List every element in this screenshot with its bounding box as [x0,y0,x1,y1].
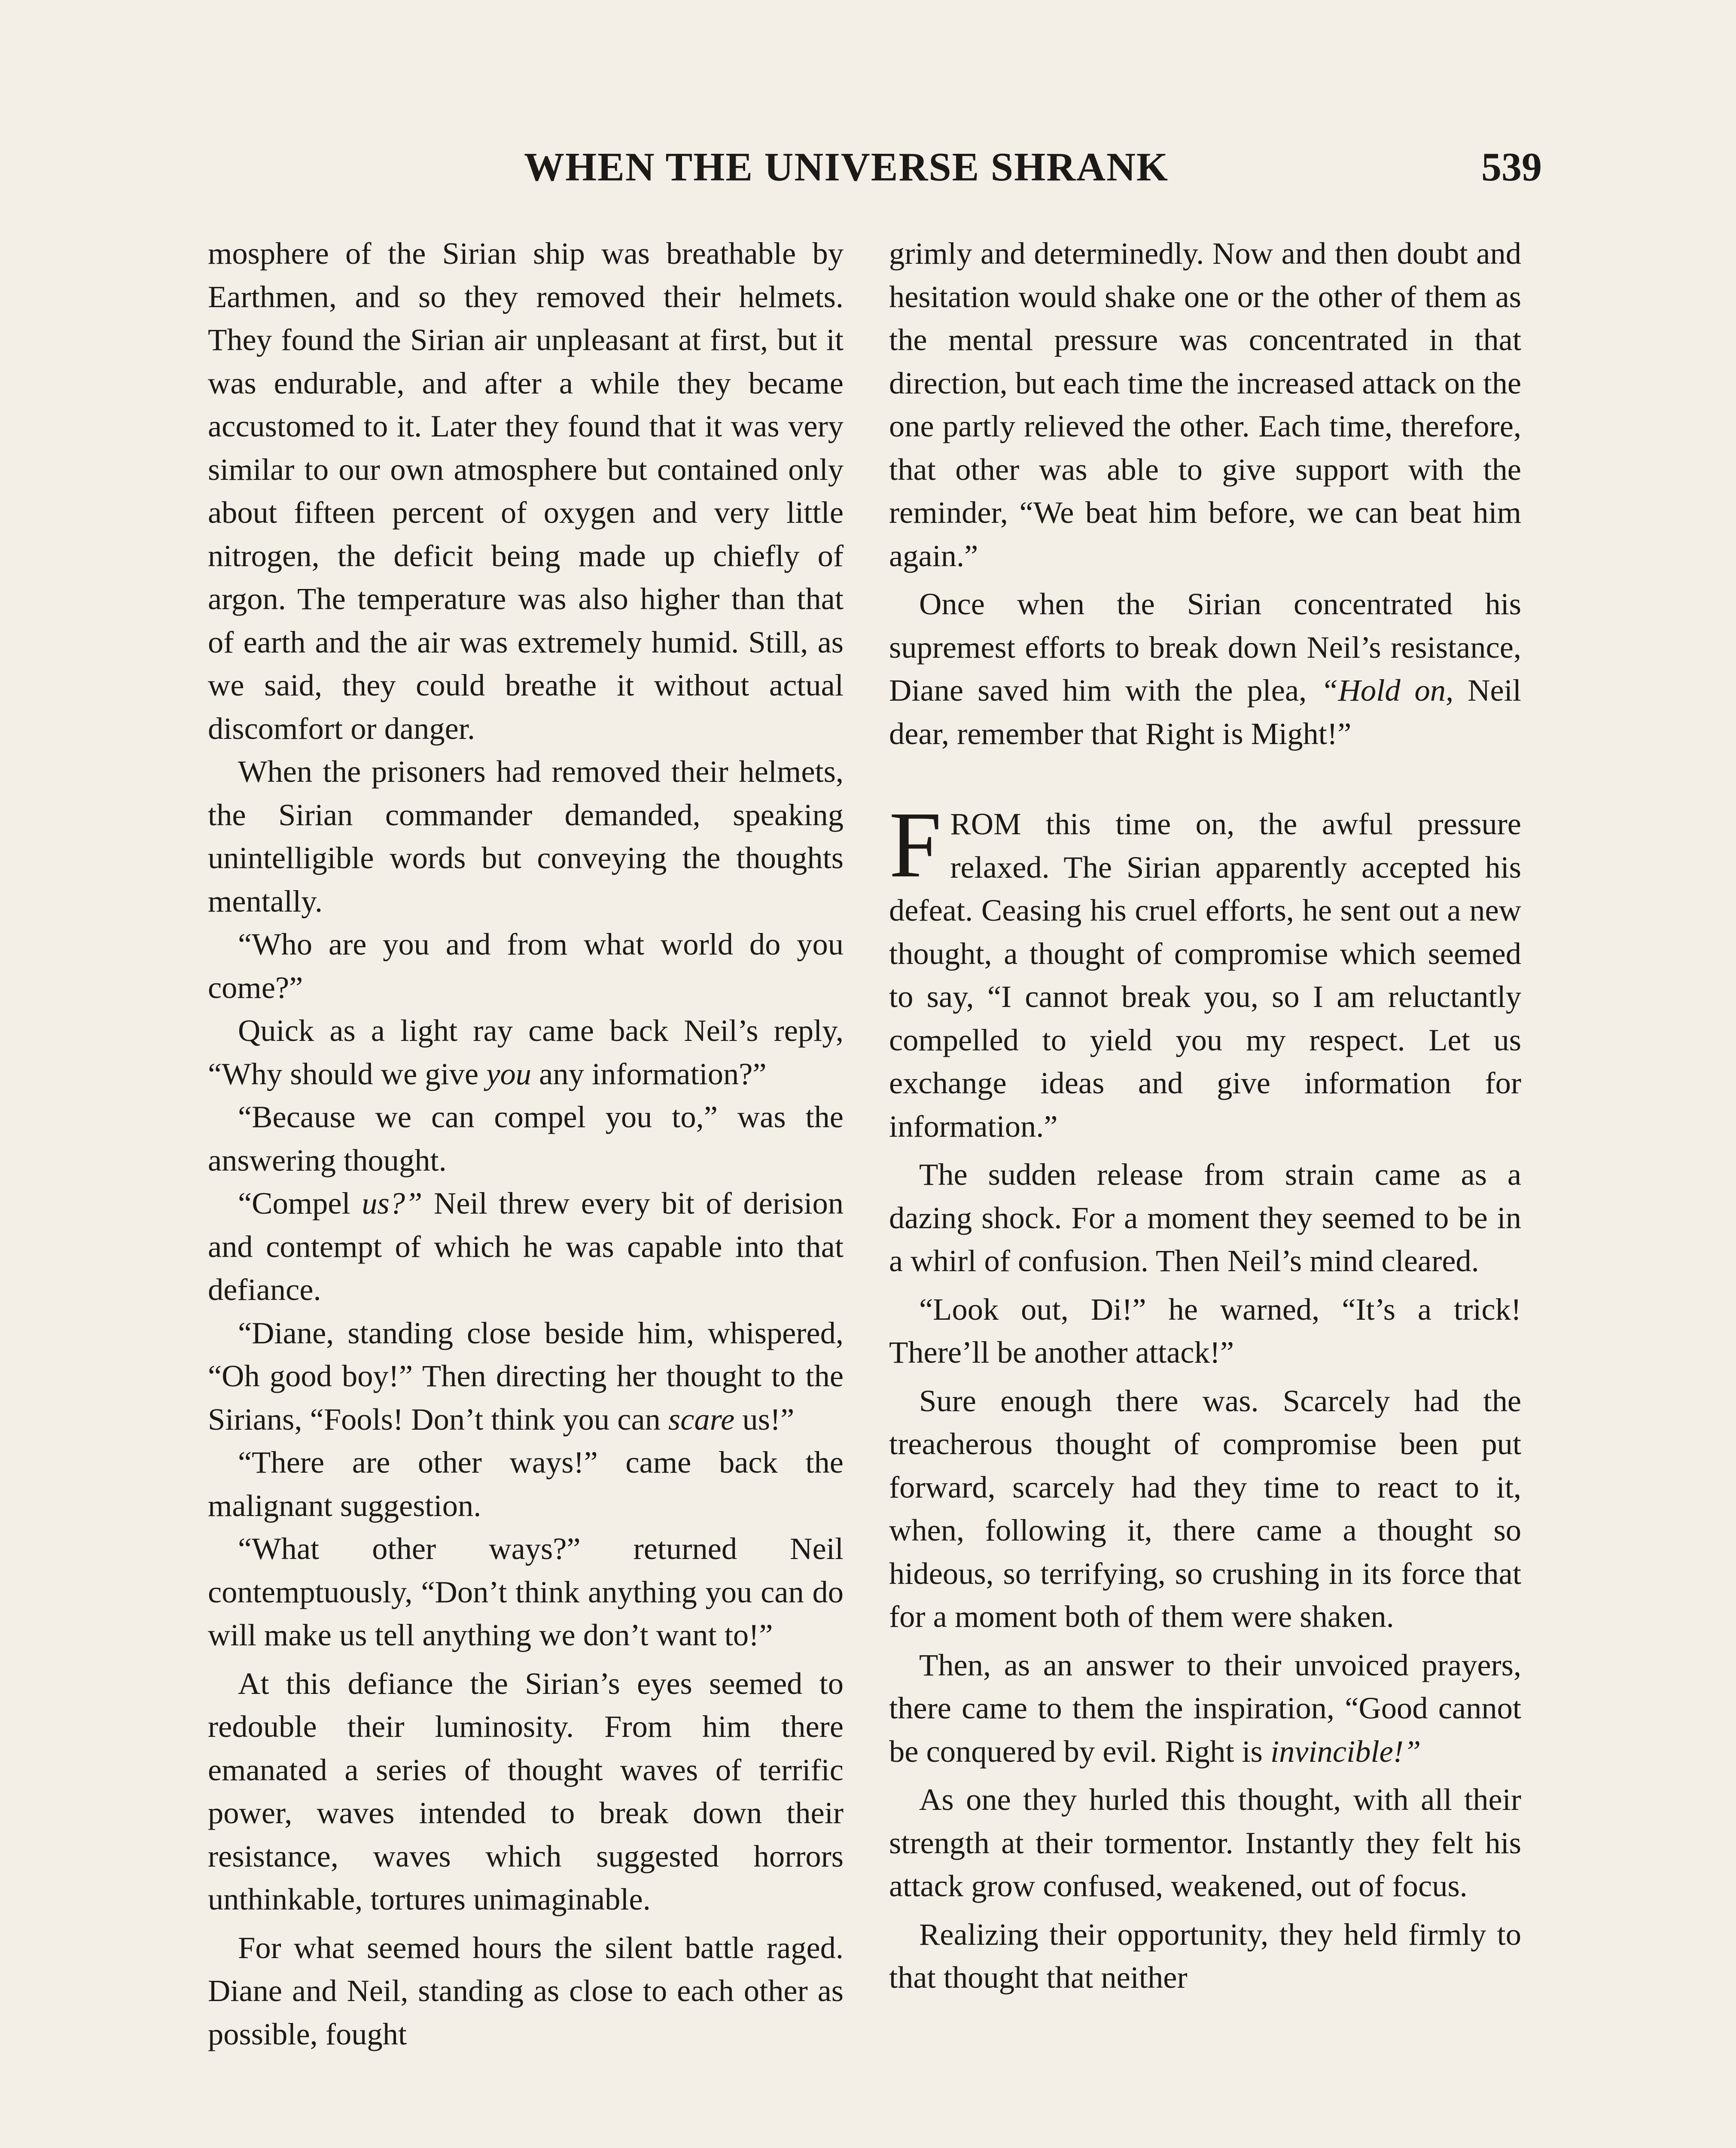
paragraph: As one they hurled this thought, with all their strength at their tormentor. Instantly they felt his attack grow confused, weakened, out of focus. [889,1782,1521,1903]
italic-text: invincible!” [1270,1733,1421,1769]
paragraph-text: Quick as a light ray came back Neil’s reply, “Why should we give [208,1013,844,1091]
paragraph: “Who are you and from what world do you come?” [208,927,844,1005]
paragraph: For what seemed hours the silent battle raged. Diane and Neil, standing as close to each other as possible, fought [208,1930,844,2051]
paragraph: “There are other ways!” came back the malignant suggestion. [208,1445,844,1523]
paragraph-text: Neil threw every bit of derision and contempt of which he was capable into that defiance. [208,1186,844,1307]
paragraph-text: Neil dear, remember that Right is Might!” [889,673,1521,751]
paragraph: mosphere of the Sirian ship was breathable by Earthmen, and so they removed their helmets. They found the Sirian air unpleasant at first, but it was endurable, and after a while they became accustomed to it. Later they found that it was very similar to our own atmosphere but contained only about fifteen percent of oxygen and very little nitrogen, the deficit being made up chiefly of argon. The temperature was also higher than that of earth and the air was extremely humid. Still, as we said, they could breathe it without actual discomfort or danger. [208,236,844,746]
italic-text: you [486,1056,532,1091]
page-header-title: WHEN THE UNIVERSE SHRANK [524,145,1169,189]
left-column [208,232,844,2056]
paragraph: The sudden release from strain came as a dazing shock. For a moment they seemed to be in a whirl of confusion. Then Neil’s mind cleared. [889,1157,1521,1278]
running-header [464,144,1542,200]
paragraph-text: ROM this time on, the awful pressure relaxed. The Sirian apparently accepted his defeat. Ceasing his cruel efforts, he sent out a new thought, a thought of compromise which seemed to say, “I cannot break you, so I am reluctantly compelled to yield you my respect. Let us exchange ideas and give information for information.” [889,806,1521,1144]
paragraph [889,1644,1521,1773]
right-column [889,232,1521,1999]
italic-text: us?” [362,1186,423,1220]
paragraph: “Because we can compel you to,” was the answering thought. [208,1099,844,1178]
paragraph [208,1182,844,1312]
paragraph: Sure enough there was. Scarcely had the treacherous thought of compromise been put forward, scarcely had they time to react to it, when, following it, there came a thought so hideous, so terrifying, so crushing in its force that for a moment both of them were shaken. [889,1383,1521,1634]
paragraph [208,1009,844,1095]
drop-cap: F [889,792,942,897]
paragraph-text: Once when the Sirian concentrated his supremest efforts to break down Neil’s resistance, Diane saved him with the plea, [889,586,1521,708]
italic-text: “Hold on, [1321,673,1454,708]
paragraph: Realizing their opportunity, they held firmly to that thought that neither [889,1916,1521,1995]
paragraph: “What other ways?” returned Neil contemptuously, “Don’t think anything you can do will make us tell anything we don’t want to!” [208,1531,844,1652]
page-number: 539 [1481,145,1542,189]
italic-text: scare [668,1401,735,1437]
paragraph [208,1312,844,1441]
paragraph: “Look out, Di!” he warned, “It’s a trick! There’ll be another attack!” [889,1291,1521,1370]
section-opening-paragraph [889,792,1521,1148]
paragraph-text: any information?” [531,1056,767,1091]
paragraph [889,583,1521,755]
paragraph: At this defiance the Sirian’s eyes seemed to redouble their luminosity. From him there emanated a series of thought waves of terrific power, waves intended to break down their resistance, waves which suggested horrors unthinkable, tortures unimaginable. [208,1666,844,1916]
paragraph: grimly and determinedly. Now and then doubt and hesitation would shake one or the other of them as the mental pressure was concentrated in that direction, but each time the increased attack on the one partly relieved the other. Each time, therefore, that other was able to give support with the reminder, “We beat him before, we can beat him again.” [889,236,1521,573]
paragraph-text: us!” [734,1401,795,1437]
paragraph-text: “Diane, standing close beside him, whispered, “Oh good boy!” Then directing her thought to the Sirians, “Fools! Don’t think you can [208,1315,844,1437]
paragraph: When the prisoners had removed their helmets, the Sirian commander demanded, speaking unintelligible words but conveying the thoughts mentally. [208,754,844,918]
paragraph-text: “Compel [238,1186,362,1220]
paragraph-text: Then, as an answer to their unvoiced prayers, there came to them the inspiration, “Good cannot be conquered by evil. Right is [889,1647,1521,1769]
